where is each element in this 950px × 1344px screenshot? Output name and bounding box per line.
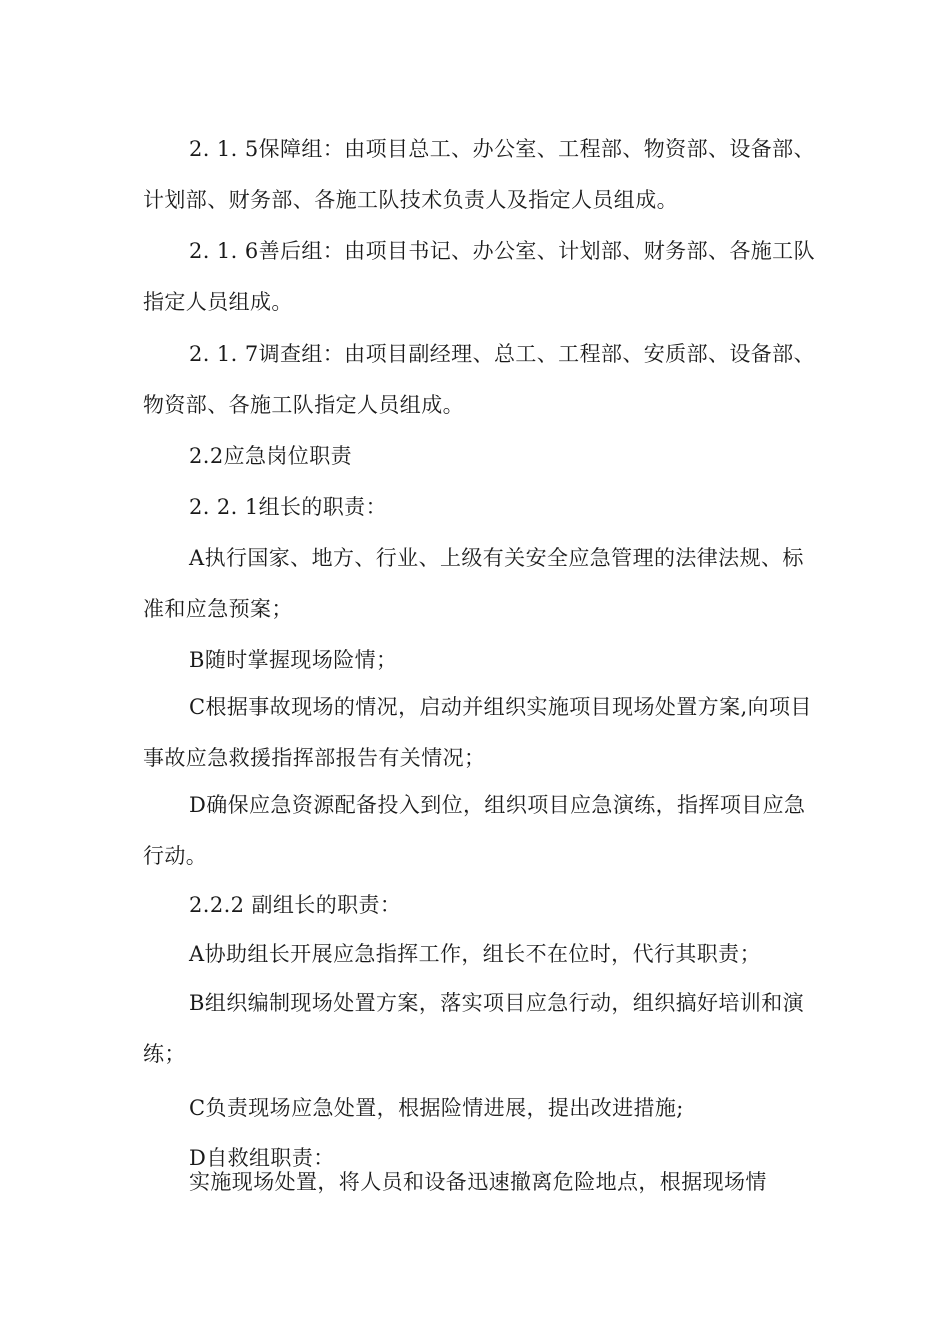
paragraph-item-b: B随时掌握现场险情；: [189, 648, 398, 672]
paragraph-2-1-5: 2. 1. 5保障组：由项目总工、办公室、工程部、物资部、设备部、计划部、财务部、各施工队技术负责人及指定人员组成。: [143, 137, 815, 212]
paragraph-2-1-7: 2. 1. 7调查组：由项目副经理、总工、工程部、安质部、设备部、物资部、各施工队指定人员组成。: [143, 342, 815, 417]
paragraph-deputy-item-d: D自救组职责：: [189, 1146, 335, 1170]
paragraph-item-c: C根据事故现场的情况，启动并组织实施项目现场处置方案,向项目事故应急救援指挥部报告有关情况；: [143, 695, 812, 770]
section-heading-2-2: 2.2应急岗位职责: [189, 444, 352, 468]
paragraph-deputy-item-b: B组织编制现场处置方案，落实项目应急行动，组织搞好培训和演练；: [143, 991, 805, 1066]
paragraph-self-rescue: 实施现场处置，将人员和设备迅速撤离危险地点，根据现场情: [189, 1170, 767, 1194]
paragraph-deputy-item-c: C负责现场应急处置，根据险情进展，提出改进措施;: [189, 1096, 684, 1120]
paragraph-item-d: D确保应急资源配备投入到位，组织项目应急演练，指挥项目应急行动。: [143, 793, 806, 868]
paragraph-deputy-item-a: A协助组长开展应急指挥工作，组长不在位时，代行其职责；: [189, 942, 761, 966]
paragraph-2-2-1: 2. 2. 1组长的职责：: [189, 495, 387, 519]
paragraph-2-2-2: 2.2.2 副组长的职责：: [189, 893, 402, 917]
paragraph-2-1-6: 2. 1. 6善后组：由项目书记、办公室、计划部、财务部、各施工队指定人员组成。: [143, 239, 815, 314]
paragraph-item-a: A执行国家、地方、行业、上级有关安全应急管理的法律法规、标准和应急预案；: [143, 546, 804, 621]
